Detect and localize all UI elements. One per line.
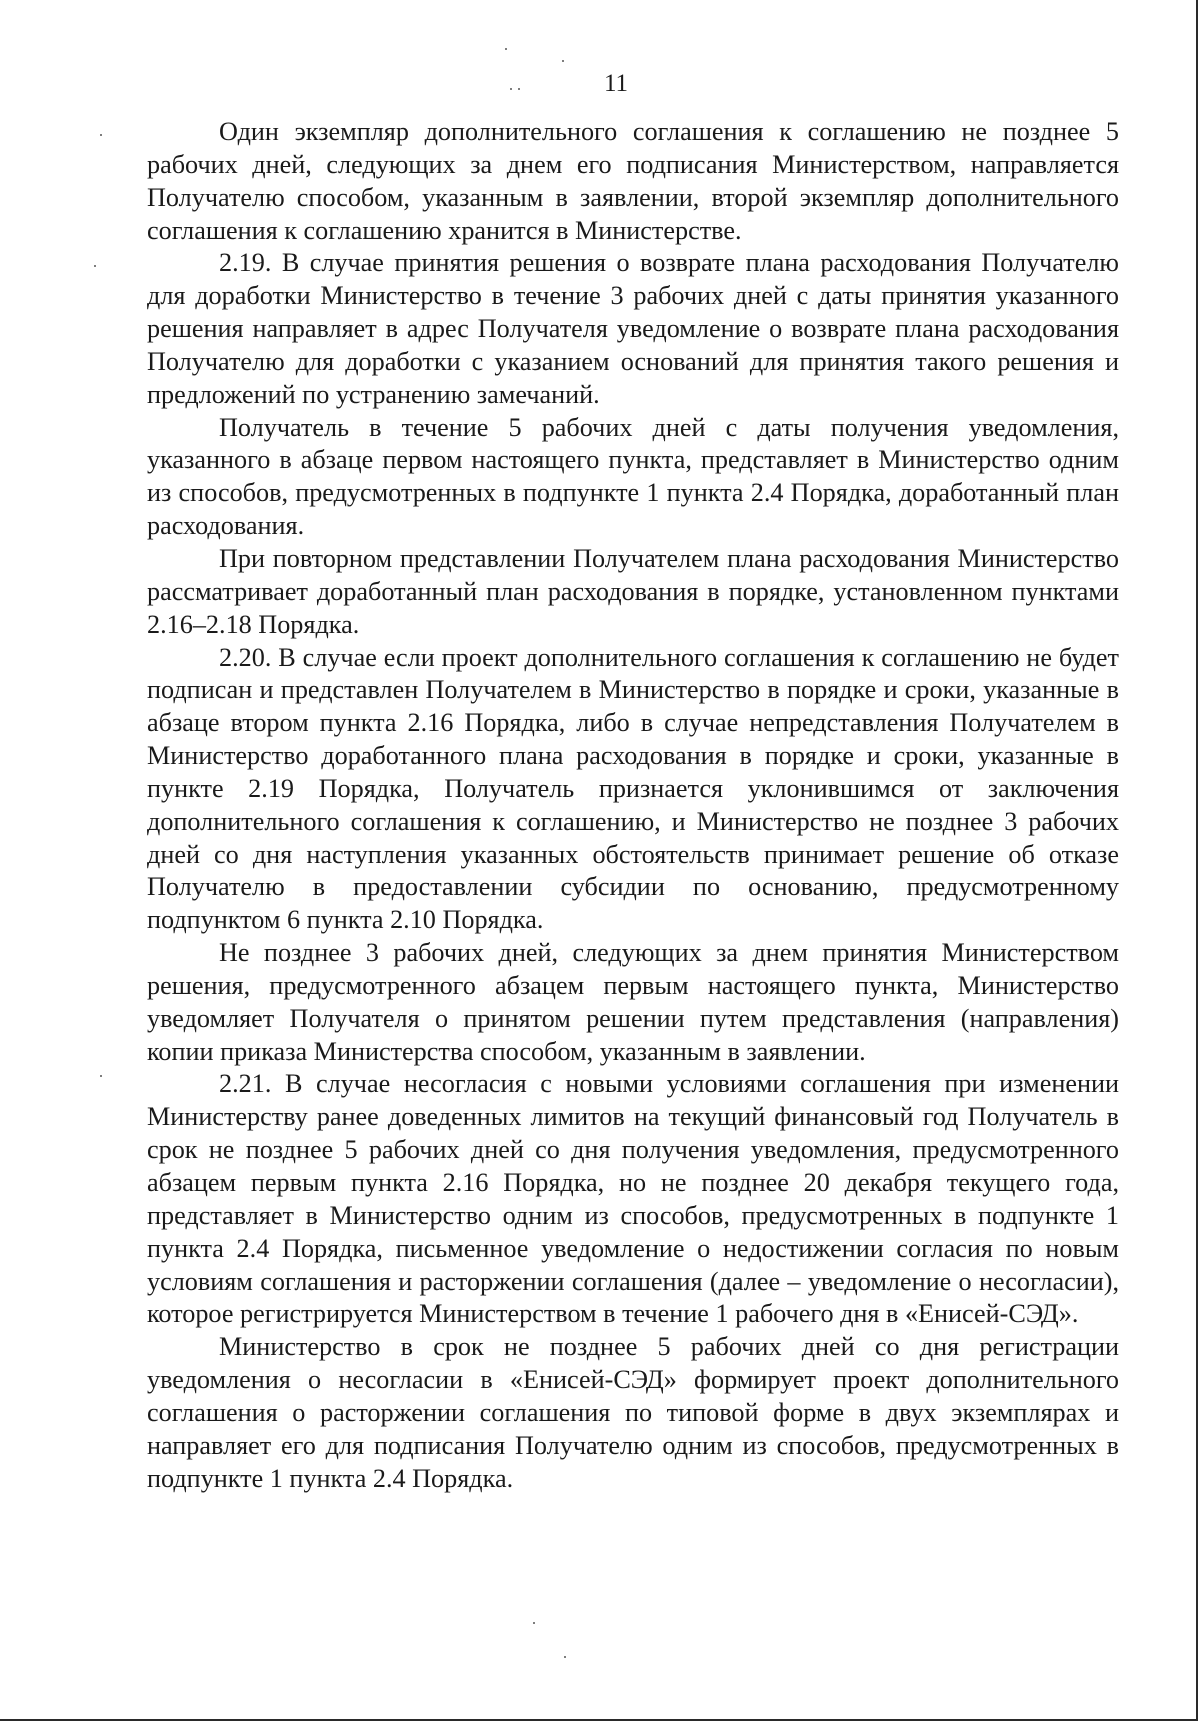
paragraph-additional-agreement-copy: Один экземпляр дополнительного соглашения к соглашению не позднее 5 рабочих дней, следующих за днем его подписания Министерством, направляется Получателю способом, указанным в заявлении, второй экземпляр дополнительного соглашения к соглашению хранится в Министерстве.: [147, 117, 1119, 245]
paragraph-2-19: 2.19. В случае принятия решения о возврате плана расходования Получателю для доработки Министерство в течение 3 рабочих дней с даты принятия указанного решения направляет в адрес Получателя уведомление о возврате плана расходования Получателю для доработки с указанием оснований для принятия такого решения и предложений по устранению замечаний.: [147, 248, 1119, 409]
scan-speck: [533, 1622, 535, 1624]
scan-speck: [564, 1656, 566, 1658]
paragraph-2-19-revision: Получатель в течение 5 рабочих дней с даты получения уведомления, указанного в абзаце первом настоящего пункта, представляет в Министерство одним из способов, предусмотренных в подпункте 1 пункта 2.4 Порядка, доработанный план расходования.: [147, 412, 1119, 541]
page-number: 11: [603, 70, 629, 97]
paragraph-2-21: 2.21. В случае несогласия с новыми условиями соглашения при изменении Министерству ранее доведенных лимитов на текущий финансовый год Получатель в срок не позднее 5 рабочих дней со дня получения уведомления, предусмотренного абзацем первым пункта 2.16 Порядка, но не позднее 20 декабря текущего года, представляет в Министерство одним из способов, предусмотренных в подпункте 1 пункта 2.4 Порядка, письменное уведомление о недостижении согласия по новым условиям соглашения и расторжении соглашения (далее – уведомление о несогласии), которое регистрируется Министерством в течение 1 рабочего дня в «Енисей-СЭД».: [147, 1069, 1119, 1329]
scan-speck: [100, 1075, 102, 1077]
paragraph-2-20-notification: Не позднее 3 рабочих дней, следующих за днем принятия Министерством решения, предусмотренного абзацем первым настоящего пункта, Министерство уведомляет Получателя о принятом решении путем представления (направления) копии приказа Министерства способом, указанным в заявлении.: [147, 938, 1119, 1066]
document-body: [147, 116, 1119, 1495]
scan-speck: [505, 48, 507, 50]
paragraph-2-20: 2.20. В случае если проект дополнительного соглашения к соглашению не будет подписан и представлен Получателем в Министерство в порядке и сроки, указанные в абзаце втором пункта 2.16 Порядка, либо в случае непредставления Получателем в Министерство доработанного плана расходования в порядке и сроки, указанные в пункте 2.19 Порядка, Получатель признается уклонившимся от заключения дополнительного соглашения к соглашению, и Министерство не позднее 3 рабочих дней со дня наступления указанных обстоятельств принимает решение об отказе Получателю в предоставлении субсидии по основанию, предусмотренному подпунктом 6 пункта 2.10 Порядка.: [147, 642, 1119, 935]
scan-speck: [562, 60, 564, 62]
paragraph-2-19-resubmission: При повторном представлении Получателем плана расходования Министерство рассматривает доработанный план расходования в порядке, установленном пунктами 2.16–2.18 Порядка.: [147, 543, 1119, 639]
scan-speck: [94, 265, 96, 267]
scan-speck: [100, 134, 102, 136]
paragraph-2-21-termination: Министерство в срок не позднее 5 рабочих дней со дня регистрации уведомления о несогласии в «Енисей-СЭД» формирует проект дополнительного соглашения о расторжении соглашения по типовой форме в двух экземплярах и направляет его для подписания Получателю одним из способов, предусмотренных в подпункте 1 пункта 2.4 Порядка.: [147, 1332, 1119, 1493]
